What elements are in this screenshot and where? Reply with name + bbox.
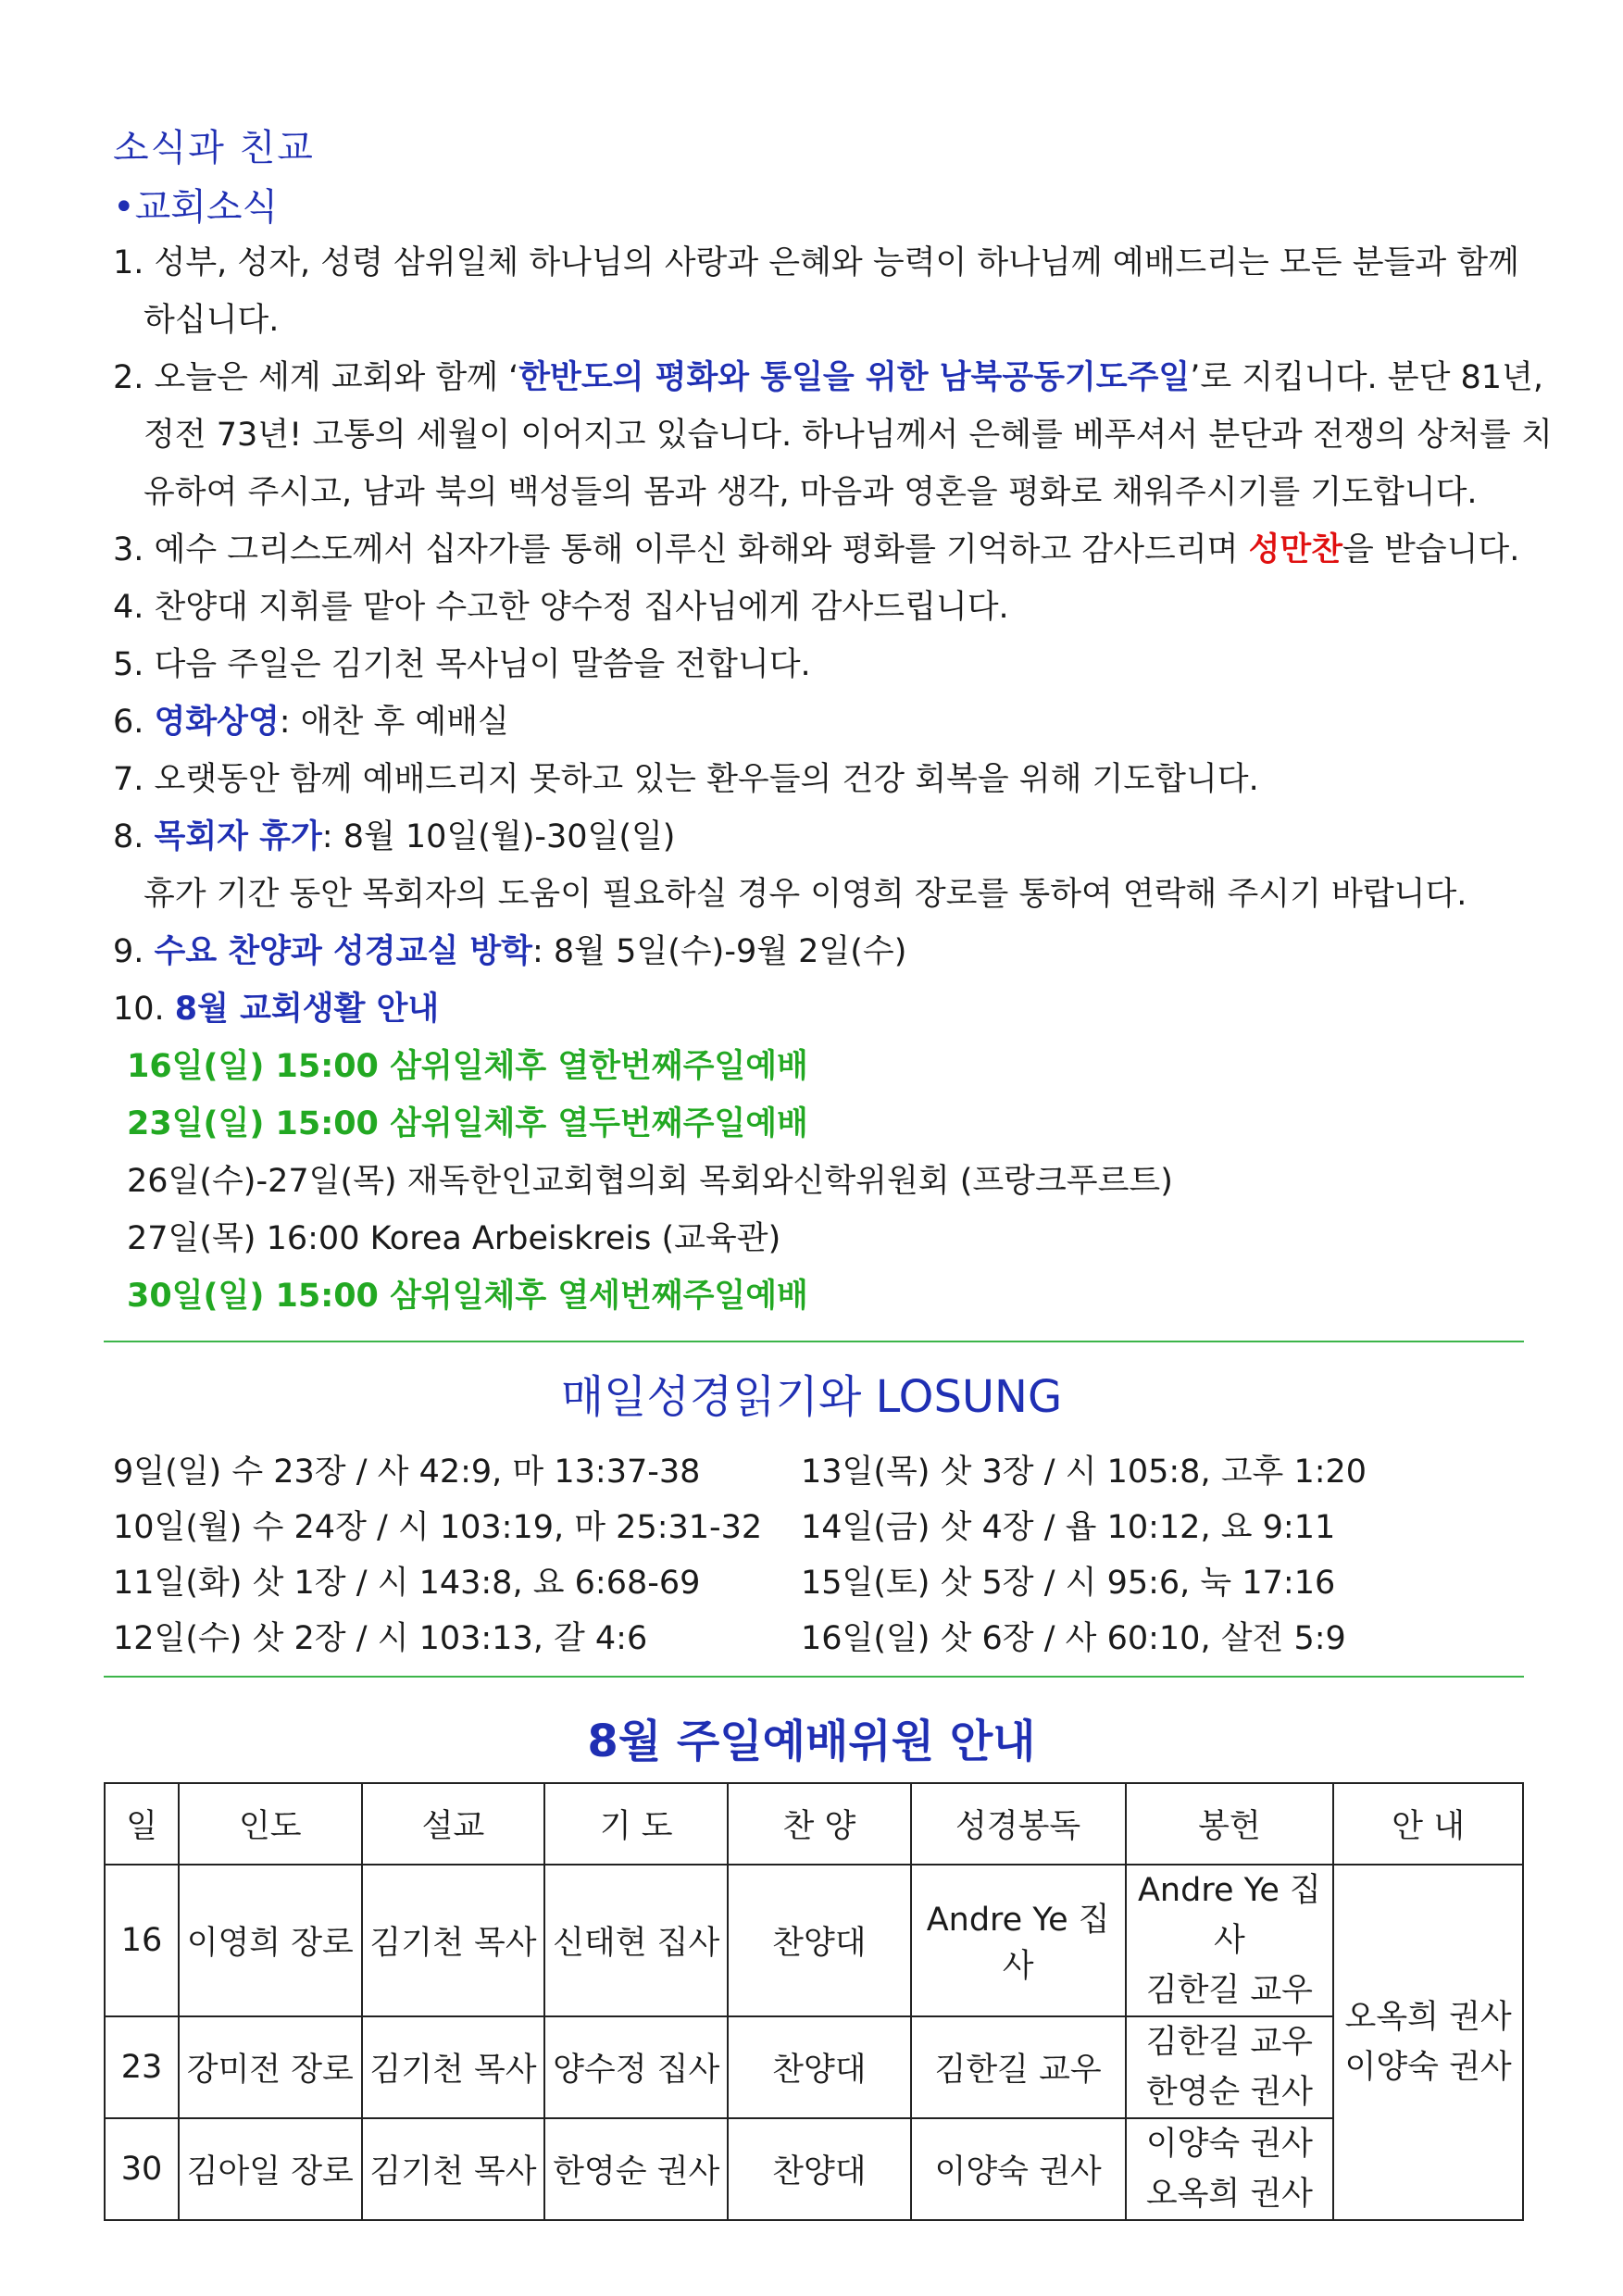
church-news-title: •교회소식 xyxy=(113,186,279,229)
news-item-8-post: : 8월 10일(월)-30일(일) xyxy=(321,818,676,855)
news-item-9-highlight: 수요 찬양과 성경교실 방학 xyxy=(154,933,532,970)
cell-sermon: 김기천 목사 xyxy=(362,2016,545,2118)
news-item-3-pre: 3. 예수 그리스도께서 십자가를 통해 이루신 화해와 평화를 기억하고 감사드리며 xyxy=(113,531,1249,568)
header-day: 일 xyxy=(105,1783,179,1865)
cell-offering xyxy=(1126,1865,1334,2016)
cell-offering xyxy=(1126,2016,1334,2118)
schedule-item: 27일(목) 16:00 Korea Arbeiskreis (교육관) xyxy=(127,1220,781,1257)
news-item-2-highlight: 한반도의 평화와 통일을 위한 남북공동기도주일 xyxy=(518,359,1191,396)
reading-item: 10일(월) 수 24장 / 시 103:19, 마 25:31-32 xyxy=(113,1509,763,1546)
divider xyxy=(104,1341,1524,1342)
news-item-8-highlight: 목회자 휴가 xyxy=(154,818,322,855)
duty-title: 8월 주일예배위원 안내 xyxy=(587,1716,1036,1767)
news-item-10 xyxy=(113,980,439,1038)
news-item-8-cont: 휴가 기간 동안 목회자의 도움이 필요하실 경우 이영희 장로를 통하여 연락해 주시기 바랍니다. xyxy=(144,876,1467,913)
news-item-5: 5. 다음 주일은 김기천 목사님이 말씀을 전합니다. xyxy=(113,646,811,683)
reading-item: 9일(일) 수 23장 / 사 42:9, 마 13:37-38 xyxy=(113,1454,701,1491)
header-prayer: 기 도 xyxy=(544,1783,728,1865)
cell-prayer: 양수정 집사 xyxy=(544,2016,728,2118)
cell-lead: 이영희 장로 xyxy=(179,1865,362,2016)
table-row xyxy=(105,1865,1523,2016)
news-item-1: 1. 성부, 성자, 성령 삼위일체 하나님의 사랑과 은혜와 능력이 하나님께 예배드리는 모든 분들과 함께 xyxy=(113,244,1519,281)
table-row xyxy=(105,2016,1523,2118)
duty-table xyxy=(104,1782,1524,2221)
cell-sermon: 김기천 목사 xyxy=(362,2118,545,2220)
news-item-7: 7. 오랫동안 함께 예배드리지 못하고 있는 환우들의 건강 회복을 위해 기도합니다. xyxy=(113,761,1259,798)
cell-prayer: 신태현 집사 xyxy=(544,1865,728,2016)
table-header-row xyxy=(105,1783,1523,1865)
cell-reading: 김한길 교우 xyxy=(911,2016,1126,2118)
reading-title: 매일성경읽기와 LOSUNG xyxy=(560,1371,1063,1423)
cell-reading: Andre Ye 집사 xyxy=(911,1865,1126,2016)
offering-name: Andre Ye 집사 xyxy=(1137,1872,1321,1959)
cell-sermon: 김기천 목사 xyxy=(362,1865,545,2016)
cell-reading: 이양숙 권사 xyxy=(911,2118,1126,2220)
news-item-3 xyxy=(113,521,1519,579)
news-item-6-highlight: 영화상영 xyxy=(154,704,280,741)
schedule-item: 16일(일) 15:00 삼위일체후 열한번째주일예배 xyxy=(127,1048,808,1085)
news-item-4: 4. 찬양대 지휘를 맡아 수고한 양수정 집사님에게 감사드립니다. xyxy=(113,589,1009,626)
news-item-2 xyxy=(113,349,1543,406)
news-item-9-post: : 8월 5일(수)-9월 2일(수) xyxy=(532,933,907,970)
news-item-9 xyxy=(113,923,906,980)
reading-item: 15일(토) 삿 5장 / 시 95:6, 눅 17:16 xyxy=(801,1565,1336,1602)
schedule-item: 23일(일) 15:00 삼위일체후 열두번째주일예배 xyxy=(127,1105,808,1142)
table-row xyxy=(105,2118,1523,2220)
reading-item: 11일(화) 삿 1장 / 시 143:8, 요 6:68-69 xyxy=(113,1565,701,1602)
cell-prayer: 한영순 권사 xyxy=(544,2118,728,2220)
news-item-10-highlight: 8월 교회생활 안내 xyxy=(174,991,440,1028)
news-item-1-cont: 하십니다. xyxy=(144,302,280,339)
cell-lead: 강미전 장로 xyxy=(179,2016,362,2118)
cell-day: 30 xyxy=(105,2118,179,2220)
news-item-3-post: 을 받습니다. xyxy=(1342,531,1520,568)
offering-name: 이양숙 권사 xyxy=(1145,2126,1313,2163)
news-item-10-num: 10. xyxy=(113,991,175,1028)
cell-choir: 찬양대 xyxy=(728,2016,911,2118)
schedule-item: 30일(일) 15:00 삼위일체후 열세번째주일예배 xyxy=(127,1278,808,1315)
offering-name: 한영순 권사 xyxy=(1145,2074,1313,2111)
header-sermon: 설교 xyxy=(362,1783,545,1865)
news-item-6 xyxy=(113,693,509,751)
header-choir: 찬 양 xyxy=(728,1783,911,1865)
section-title: 소식과 친교 xyxy=(113,127,315,169)
news-item-3-highlight: 성만찬 xyxy=(1248,531,1343,568)
cell-day: 23 xyxy=(105,2016,179,2118)
cell-choir: 찬양대 xyxy=(728,2118,911,2220)
reading-item: 13일(목) 삿 3장 / 시 105:8, 고후 1:20 xyxy=(801,1454,1367,1491)
cell-day: 16 xyxy=(105,1865,179,2016)
header-lead: 인도 xyxy=(179,1783,362,1865)
cell-choir: 찬양대 xyxy=(728,1865,911,2016)
reading-item: 14일(금) 삿 4장 / 욥 10:12, 요 9:11 xyxy=(801,1509,1336,1546)
header-reading: 성경봉독 xyxy=(911,1783,1126,1865)
news-item-2-pre: 2. 오늘은 세계 교회와 함께 ‘ xyxy=(113,359,519,396)
header-usher: 안 내 xyxy=(1333,1783,1523,1865)
news-item-2-cont-1: 정전 73년! 고통의 세월이 이어지고 있습니다. 하나님께서 은혜를 베푸셔서 분단과 전쟁의 상처를 치 xyxy=(144,417,1553,454)
news-item-6-post: : 애찬 후 예배실 xyxy=(279,704,509,741)
news-item-8-num: 8. xyxy=(113,818,155,855)
offering-name: 오옥희 권사 xyxy=(1145,2176,1313,2213)
offering-name: 김한길 교우 xyxy=(1145,2024,1313,2061)
cell-offering xyxy=(1126,2118,1334,2220)
usher-name: 오옥희 권사 xyxy=(1344,1999,1512,2036)
news-item-2-cont-2: 유하여 주시고, 남과 북의 백성들의 몸과 생각, 마음과 영혼을 평화로 채워주시기를 기도합니다. xyxy=(144,474,1478,511)
reading-item: 16일(일) 삿 6장 / 사 60:10, 살전 5:9 xyxy=(801,1620,1346,1657)
schedule-item: 26일(수)-27일(목) 재독한인교회협의회 목회와신학위원회 (프랑크푸르트) xyxy=(127,1163,1173,1200)
news-item-6-num: 6. xyxy=(113,704,155,741)
news-item-9-num: 9. xyxy=(113,933,155,970)
news-item-2-post: ’로 지킵니다. 분단 81년, xyxy=(1190,359,1543,396)
header-offering: 봉헌 xyxy=(1126,1783,1334,1865)
offering-name: 김한길 교우 xyxy=(1145,1972,1313,2009)
cell-usher xyxy=(1333,1865,1523,2220)
cell-lead: 김아일 장로 xyxy=(179,2118,362,2220)
reading-item: 12일(수) 삿 2장 / 시 103:13, 갈 4:6 xyxy=(113,1620,648,1657)
news-item-8 xyxy=(113,808,675,866)
divider xyxy=(104,1676,1524,1678)
usher-name: 이양숙 권사 xyxy=(1344,2049,1512,2086)
